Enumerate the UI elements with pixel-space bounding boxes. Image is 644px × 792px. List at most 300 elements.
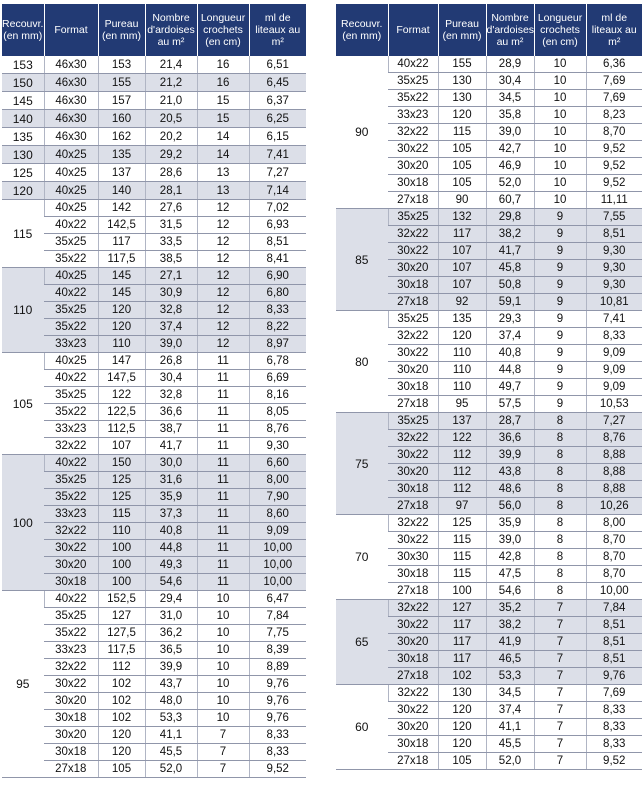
cell-recouvrement: 110: [2, 268, 44, 353]
table-row: [336, 209, 642, 226]
cell-format: 46x30: [44, 110, 98, 128]
cell-pureau: 112: [438, 447, 486, 464]
cell-format: 30x22: [388, 617, 438, 634]
cell-longueur-crochets: 11: [197, 523, 249, 540]
table-row: [2, 421, 306, 438]
cell-longueur-crochets: 12: [197, 217, 249, 234]
cell-format: 35x22: [44, 489, 98, 506]
cell-longueur-crochets: 9: [534, 209, 586, 226]
cell-longueur-crochets: 8: [534, 447, 586, 464]
cell-ml-liteaux: 7,27: [586, 413, 642, 430]
cell-ml-liteaux: 10,00: [249, 540, 306, 557]
cell-nombre-ardoises: 30,9: [145, 285, 197, 302]
cell-pureau: 120: [438, 719, 486, 736]
cell-longueur-crochets: 7: [534, 617, 586, 634]
cell-ml-liteaux: 9,30: [586, 277, 642, 294]
cell-ml-liteaux: 6,69: [249, 370, 306, 387]
cell-recouvrement: 145: [2, 92, 44, 110]
table-row: [2, 455, 306, 472]
table-row: [2, 710, 306, 727]
cell-ml-liteaux: 9,09: [586, 345, 642, 362]
cell-pureau: 110: [98, 336, 145, 353]
cell-nombre-ardoises: 59,1: [486, 294, 534, 311]
cell-nombre-ardoises: 41,9: [486, 634, 534, 651]
cell-pureau: 105: [98, 761, 145, 778]
header-pureau: Pureau (en mm): [438, 4, 486, 56]
cell-format: 30x22: [388, 345, 438, 362]
cell-longueur-crochets: 9: [534, 345, 586, 362]
table-row: [2, 128, 306, 146]
cell-format: 35x22: [44, 625, 98, 642]
cell-pureau: 100: [98, 540, 145, 557]
cell-longueur-crochets: 9: [534, 328, 586, 345]
cell-longueur-crochets: 9: [534, 396, 586, 413]
table-row: [2, 523, 306, 540]
cell-pureau: 100: [98, 557, 145, 574]
cell-recouvrement: 125: [2, 164, 44, 182]
table-row: [2, 268, 306, 285]
cell-pureau: 137: [438, 413, 486, 430]
cell-format: 30x22: [388, 532, 438, 549]
cell-ml-liteaux: 10,53: [586, 396, 642, 413]
cell-longueur-crochets: 10: [197, 676, 249, 693]
cell-pureau: 107: [438, 260, 486, 277]
table-header: [336, 4, 642, 56]
cell-nombre-ardoises: 52,0: [145, 761, 197, 778]
cell-nombre-ardoises: 30,4: [486, 73, 534, 90]
cell-format: 40x22: [44, 285, 98, 302]
cell-format: 30x20: [388, 719, 438, 736]
cell-ml-liteaux: 7,69: [586, 685, 642, 702]
cell-longueur-crochets: 11: [197, 472, 249, 489]
cell-pureau: 115: [438, 532, 486, 549]
cell-longueur-crochets: 10: [197, 710, 249, 727]
cell-ml-liteaux: 8,70: [586, 124, 642, 141]
cell-pureau: 107: [98, 438, 145, 455]
table-row: [2, 285, 306, 302]
cell-pureau: 112: [438, 481, 486, 498]
cell-longueur-crochets: 12: [197, 251, 249, 268]
cell-recouvrement: 60: [336, 685, 388, 770]
cell-nombre-ardoises: 49,7: [486, 379, 534, 396]
cell-pureau: 152,5: [98, 591, 145, 608]
cell-format: 30x18: [44, 574, 98, 591]
cell-recouvrement: 90: [336, 56, 388, 209]
cell-format: 35x25: [388, 73, 438, 90]
cell-nombre-ardoises: 57,5: [486, 396, 534, 413]
cell-nombre-ardoises: 35,2: [486, 600, 534, 617]
cell-recouvrement: 80: [336, 311, 388, 413]
cell-format: 33x23: [44, 336, 98, 353]
cell-pureau: 120: [438, 328, 486, 345]
cell-ml-liteaux: 6,25: [249, 110, 306, 128]
cell-longueur-crochets: 10: [534, 73, 586, 90]
cell-recouvrement: 95: [2, 591, 44, 778]
cell-format: 30x18: [388, 379, 438, 396]
cell-format: 32x22: [388, 685, 438, 702]
cell-format: 30x22: [388, 702, 438, 719]
header-ml-liteaux: ml de liteaux au m²: [249, 4, 306, 56]
table-row: [2, 608, 306, 625]
cell-longueur-crochets: 13: [197, 164, 249, 182]
cell-ml-liteaux: 6,45: [249, 74, 306, 92]
cell-pureau: 115: [438, 124, 486, 141]
cell-format: 30x20: [388, 260, 438, 277]
cell-ml-liteaux: 8,89: [249, 659, 306, 676]
cell-ml-liteaux: 8,39: [249, 642, 306, 659]
cell-format: 32x22: [388, 328, 438, 345]
table-row: [2, 438, 306, 455]
cell-pureau: 137: [98, 164, 145, 182]
cell-format: 30x20: [44, 727, 98, 744]
cell-longueur-crochets: 7: [534, 753, 586, 770]
cell-nombre-ardoises: 28,9: [486, 56, 534, 73]
cell-ml-liteaux: 8,88: [586, 481, 642, 498]
cell-longueur-crochets: 16: [197, 74, 249, 92]
cell-nombre-ardoises: 54,6: [145, 574, 197, 591]
cell-ml-liteaux: 8,33: [586, 736, 642, 753]
cell-nombre-ardoises: 41,7: [486, 243, 534, 260]
cell-nombre-ardoises: 37,4: [486, 328, 534, 345]
slate-table-left: [2, 4, 306, 778]
cell-ml-liteaux: 8,33: [249, 727, 306, 744]
cell-recouvrement: 115: [2, 200, 44, 268]
cell-format: 35x25: [388, 209, 438, 226]
cell-format: 40x22: [44, 455, 98, 472]
cell-nombre-ardoises: 31,6: [145, 472, 197, 489]
cell-nombre-ardoises: 60,7: [486, 192, 534, 209]
cell-format: 40x22: [44, 217, 98, 234]
header-pureau: Pureau (en mm): [98, 4, 145, 56]
cell-format: 35x22: [388, 90, 438, 107]
cell-format: 32x22: [388, 515, 438, 532]
cell-longueur-crochets: 12: [197, 302, 249, 319]
table-row: [2, 164, 306, 182]
cell-pureau: 105: [438, 141, 486, 158]
cell-nombre-ardoises: 37,4: [486, 702, 534, 719]
cell-longueur-crochets: 10: [534, 90, 586, 107]
cell-longueur-crochets: 11: [197, 489, 249, 506]
cell-longueur-crochets: 10: [534, 124, 586, 141]
cell-recouvrement: 120: [2, 182, 44, 200]
cell-ml-liteaux: 8,51: [249, 234, 306, 251]
cell-format: 35x25: [44, 234, 98, 251]
cell-pureau: 100: [438, 583, 486, 600]
cell-pureau: 120: [98, 744, 145, 761]
cell-ml-liteaux: 7,84: [249, 608, 306, 625]
cell-ml-liteaux: 7,75: [249, 625, 306, 642]
cell-format: 27x18: [388, 192, 438, 209]
cell-ml-liteaux: 8,76: [249, 421, 306, 438]
cell-nombre-ardoises: 21,0: [145, 92, 197, 110]
cell-format: 30x18: [388, 736, 438, 753]
cell-nombre-ardoises: 45,5: [486, 736, 534, 753]
cell-nombre-ardoises: 47,5: [486, 566, 534, 583]
table-row: [2, 642, 306, 659]
cell-longueur-crochets: 13: [197, 182, 249, 200]
cell-longueur-crochets: 8: [534, 498, 586, 515]
cell-ml-liteaux: 6,80: [249, 285, 306, 302]
cell-longueur-crochets: 15: [197, 92, 249, 110]
cell-pureau: 120: [98, 302, 145, 319]
cell-ml-liteaux: 6,15: [249, 128, 306, 146]
cell-ml-liteaux: 7,55: [586, 209, 642, 226]
cell-format: 35x25: [44, 387, 98, 404]
cell-longueur-crochets: 7: [197, 761, 249, 778]
cell-pureau: 122: [98, 387, 145, 404]
cell-format: 30x20: [44, 557, 98, 574]
cell-format: 30x18: [388, 566, 438, 583]
cell-format: 32x22: [44, 659, 98, 676]
cell-nombre-ardoises: 45,5: [145, 744, 197, 761]
cell-pureau: 150: [98, 455, 145, 472]
cell-longueur-crochets: 11: [197, 455, 249, 472]
cell-longueur-crochets: 14: [197, 146, 249, 164]
cell-nombre-ardoises: 20,2: [145, 128, 197, 146]
table-row: [2, 319, 306, 336]
cell-pureau: 142,5: [98, 217, 145, 234]
table-body: [336, 56, 642, 770]
cell-format: 35x22: [44, 251, 98, 268]
table-row: [2, 404, 306, 421]
cell-ml-liteaux: 8,23: [586, 107, 642, 124]
cell-ml-liteaux: 8,70: [586, 549, 642, 566]
cell-pureau: 115: [98, 506, 145, 523]
cell-nombre-ardoises: 38,7: [145, 421, 197, 438]
table-row: [2, 56, 306, 74]
cell-format: 32x22: [388, 430, 438, 447]
table-row: [2, 557, 306, 574]
cell-ml-liteaux: 9,52: [586, 753, 642, 770]
header-format: Format: [44, 4, 98, 56]
cell-longueur-crochets: 8: [534, 413, 586, 430]
cell-format: 46x30: [44, 92, 98, 110]
table-row: [2, 387, 306, 404]
cell-longueur-crochets: 9: [534, 243, 586, 260]
cell-nombre-ardoises: 37,3: [145, 506, 197, 523]
cell-nombre-ardoises: 53,3: [145, 710, 197, 727]
cell-longueur-crochets: 12: [197, 234, 249, 251]
cell-longueur-crochets: 10: [197, 642, 249, 659]
cell-ml-liteaux: 8,33: [586, 719, 642, 736]
cell-recouvrement: 105: [2, 353, 44, 455]
cell-format: 30x18: [44, 744, 98, 761]
cell-ml-liteaux: 8,33: [586, 328, 642, 345]
cell-ml-liteaux: 8,51: [586, 226, 642, 243]
cell-ml-liteaux: 8,41: [249, 251, 306, 268]
cell-nombre-ardoises: 41,1: [145, 727, 197, 744]
cell-ml-liteaux: 9,76: [249, 693, 306, 710]
cell-format: 40x25: [44, 146, 98, 164]
cell-longueur-crochets: 7: [534, 651, 586, 668]
cell-longueur-crochets: 7: [534, 600, 586, 617]
cell-format: 46x30: [44, 128, 98, 146]
cell-nombre-ardoises: 39,0: [145, 336, 197, 353]
cell-format: 30x20: [388, 362, 438, 379]
cell-longueur-crochets: 8: [534, 583, 586, 600]
cell-nombre-ardoises: 32,8: [145, 302, 197, 319]
cell-longueur-crochets: 7: [534, 736, 586, 753]
cell-nombre-ardoises: 27,1: [145, 268, 197, 285]
cell-nombre-ardoises: 28,6: [145, 164, 197, 182]
cell-longueur-crochets: 14: [197, 128, 249, 146]
table-row: [2, 92, 306, 110]
cell-longueur-crochets: 10: [534, 56, 586, 73]
cell-format: 30x18: [388, 277, 438, 294]
cell-pureau: 125: [438, 515, 486, 532]
cell-format: 30x22: [388, 141, 438, 158]
cell-longueur-crochets: 7: [534, 719, 586, 736]
cell-pureau: 127: [438, 600, 486, 617]
cell-longueur-crochets: 12: [197, 319, 249, 336]
cell-pureau: 110: [438, 379, 486, 396]
cell-pureau: 107: [438, 277, 486, 294]
cell-ml-liteaux: 9,52: [249, 761, 306, 778]
cell-pureau: 105: [438, 175, 486, 192]
cell-ml-liteaux: 8,70: [586, 566, 642, 583]
cell-nombre-ardoises: 35,9: [145, 489, 197, 506]
cell-pureau: 155: [98, 74, 145, 92]
cell-ml-liteaux: 7,41: [586, 311, 642, 328]
cell-longueur-crochets: 8: [534, 566, 586, 583]
cell-format: 30x20: [388, 464, 438, 481]
cell-nombre-ardoises: 33,5: [145, 234, 197, 251]
table-row: [2, 591, 306, 608]
cell-nombre-ardoises: 50,8: [486, 277, 534, 294]
cell-pureau: 97: [438, 498, 486, 515]
cell-longueur-crochets: 10: [197, 625, 249, 642]
cell-longueur-crochets: 7: [197, 727, 249, 744]
cell-nombre-ardoises: 30,0: [145, 455, 197, 472]
cell-longueur-crochets: 7: [534, 702, 586, 719]
cell-format: 32x22: [388, 226, 438, 243]
cell-pureau: 115: [438, 566, 486, 583]
cell-pureau: 112: [98, 659, 145, 676]
cell-nombre-ardoises: 48,0: [145, 693, 197, 710]
cell-longueur-crochets: 9: [534, 226, 586, 243]
cell-pureau: 125: [98, 489, 145, 506]
cell-ml-liteaux: 10,00: [249, 557, 306, 574]
cell-format: 30x22: [44, 540, 98, 557]
cell-recouvrement: 65: [336, 600, 388, 685]
cell-longueur-crochets: 9: [534, 277, 586, 294]
cell-longueur-crochets: 10: [534, 158, 586, 175]
cell-ml-liteaux: 8,33: [586, 702, 642, 719]
cell-pureau: 147,5: [98, 370, 145, 387]
table-row: [2, 251, 306, 268]
cell-ml-liteaux: 8,88: [586, 464, 642, 481]
cell-longueur-crochets: 8: [534, 549, 586, 566]
cell-pureau: 145: [98, 285, 145, 302]
cell-ml-liteaux: 9,76: [249, 710, 306, 727]
table-row: [2, 353, 306, 370]
cell-nombre-ardoises: 39,0: [486, 532, 534, 549]
cell-pureau: 105: [438, 158, 486, 175]
cell-nombre-ardoises: 41,1: [486, 719, 534, 736]
cell-nombre-ardoises: 28,7: [486, 413, 534, 430]
cell-nombre-ardoises: 48,6: [486, 481, 534, 498]
cell-nombre-ardoises: 39,9: [145, 659, 197, 676]
table-row: [336, 413, 642, 430]
cell-nombre-ardoises: 42,8: [486, 549, 534, 566]
cell-pureau: 102: [438, 668, 486, 685]
cell-ml-liteaux: 9,30: [249, 438, 306, 455]
cell-ml-liteaux: 8,00: [249, 472, 306, 489]
cell-ml-liteaux: 7,90: [249, 489, 306, 506]
cell-format: 35x25: [44, 608, 98, 625]
cell-format: 30x22: [388, 447, 438, 464]
cell-nombre-ardoises: 43,7: [145, 676, 197, 693]
cell-longueur-crochets: 10: [197, 693, 249, 710]
cell-format: 40x25: [44, 164, 98, 182]
cell-pureau: 120: [438, 702, 486, 719]
table-row: [2, 234, 306, 251]
cell-nombre-ardoises: 26,8: [145, 353, 197, 370]
cell-ml-liteaux: 6,78: [249, 353, 306, 370]
cell-longueur-crochets: 11: [197, 557, 249, 574]
cell-pureau: 135: [438, 311, 486, 328]
table-row: [2, 625, 306, 642]
cell-longueur-crochets: 8: [534, 481, 586, 498]
cell-pureau: 127,5: [98, 625, 145, 642]
cell-format: 40x25: [44, 268, 98, 285]
table-row: [2, 761, 306, 778]
cell-longueur-crochets: 16: [197, 56, 249, 74]
cell-longueur-crochets: 7: [534, 685, 586, 702]
cell-ml-liteaux: 7,69: [586, 90, 642, 107]
cell-format: 32x22: [388, 124, 438, 141]
cell-nombre-ardoises: 45,8: [486, 260, 534, 277]
cell-pureau: 155: [438, 56, 486, 73]
table-row: [2, 200, 306, 217]
cell-nombre-ardoises: 52,0: [486, 753, 534, 770]
cell-pureau: 117: [98, 234, 145, 251]
cell-pureau: 147: [98, 353, 145, 370]
table-row: [2, 182, 306, 200]
cell-pureau: 122: [438, 430, 486, 447]
cell-longueur-crochets: 10: [197, 659, 249, 676]
cell-nombre-ardoises: 46,5: [486, 651, 534, 668]
cell-format: 30x20: [388, 158, 438, 175]
cell-ml-liteaux: 10,00: [586, 583, 642, 600]
cell-nombre-ardoises: 31,5: [145, 217, 197, 234]
cell-nombre-ardoises: 35,9: [486, 515, 534, 532]
cell-pureau: 110: [438, 362, 486, 379]
cell-recouvrement: 135: [2, 128, 44, 146]
cell-nombre-ardoises: 43,8: [486, 464, 534, 481]
cell-pureau: 112: [438, 464, 486, 481]
cell-pureau: 110: [438, 345, 486, 362]
cell-nombre-ardoises: 36,6: [145, 404, 197, 421]
cell-format: 40x22: [44, 591, 98, 608]
cell-longueur-crochets: 12: [197, 200, 249, 217]
cell-ml-liteaux: 8,51: [586, 634, 642, 651]
cell-ml-liteaux: 8,97: [249, 336, 306, 353]
cell-format: 46x30: [44, 74, 98, 92]
cell-pureau: 100: [98, 574, 145, 591]
cell-nombre-ardoises: 39,9: [486, 447, 534, 464]
table-header: [2, 4, 306, 56]
cell-pureau: 112,5: [98, 421, 145, 438]
cell-format: 30x22: [388, 243, 438, 260]
cell-longueur-crochets: 9: [534, 379, 586, 396]
table-row: [336, 515, 642, 532]
cell-pureau: 142: [98, 200, 145, 217]
table-body: [2, 56, 306, 778]
cell-pureau: 153: [98, 56, 145, 74]
cell-pureau: 90: [438, 192, 486, 209]
cell-longueur-crochets: 11: [197, 404, 249, 421]
